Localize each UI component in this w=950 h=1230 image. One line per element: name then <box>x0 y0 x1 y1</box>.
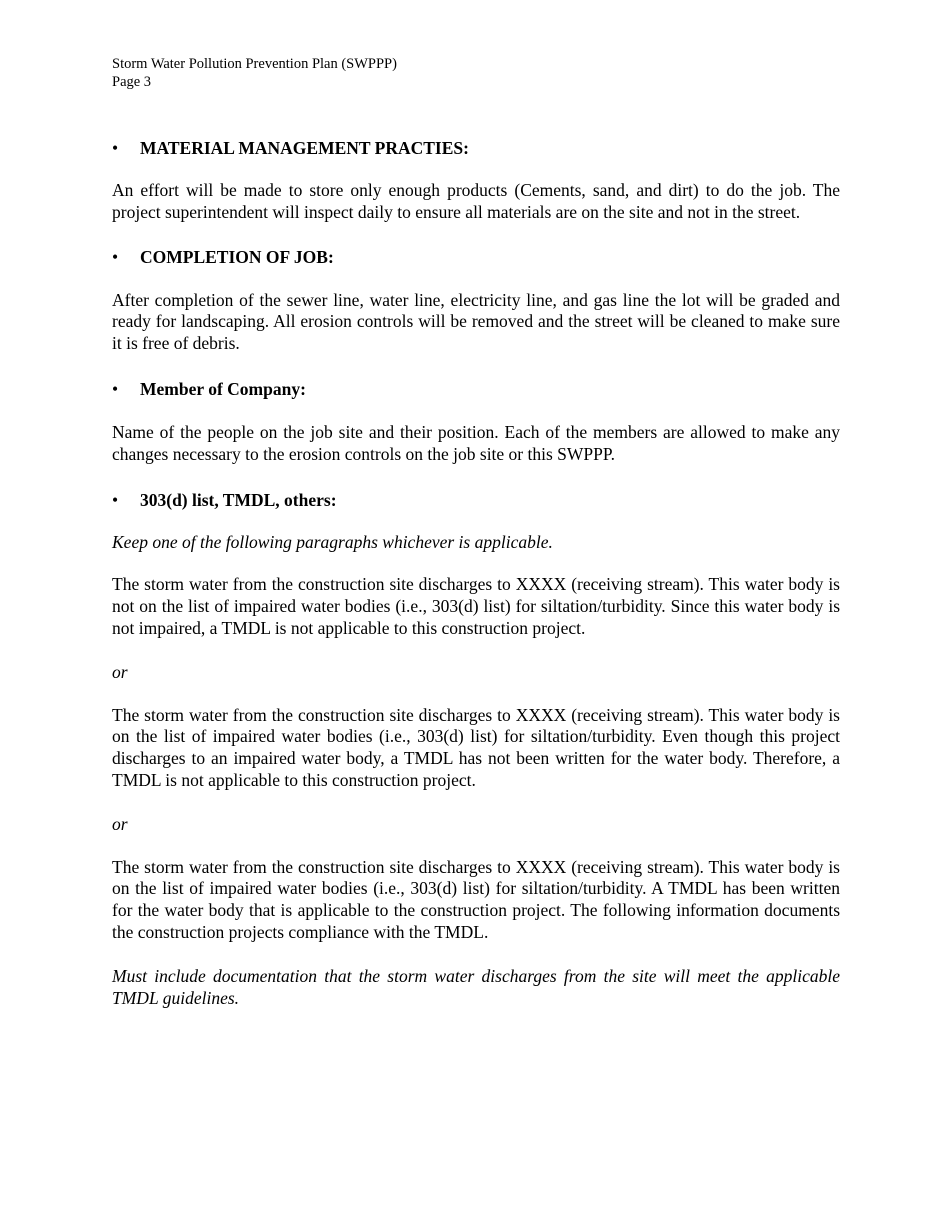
heading-text: COMPLETION OF JOB: <box>140 246 334 267</box>
or-separator: or <box>112 813 128 834</box>
paragraph-option-not-impaired: The storm water from the construction site discharges to XXXX (receiving stream). This water body is not on the list of impaired water bodies (i.e., 303(d) list) for siltation/turbidity. Since this water body is not impaired, a TMDL is not applicable to this construction project. <box>112 574 840 638</box>
heading-material-management <box>112 137 840 159</box>
heading-completion-of-job <box>112 246 840 268</box>
heading-member-of-company <box>112 378 840 400</box>
heading-text: 303(d) list, TMDL, others: <box>140 489 337 510</box>
heading-303d-tmdl <box>112 489 840 511</box>
document-title: Storm Water Pollution Prevention Plan (SWPPP) <box>112 56 397 72</box>
heading-text: MATERIAL MANAGEMENT PRACTIES: <box>140 138 469 158</box>
paragraph-material-management: An effort will be made to store only enough products (Cements, sand, and dirt) to do the job. The project superintendent will inspect daily to ensure all materials are on the site and not in the street. <box>112 180 840 222</box>
or-separator: or <box>112 661 128 682</box>
paragraph-option-impaired-with-tmdl: The storm water from the construction site discharges to XXXX (receiving stream). This water body is on the list of impaired water bodies (i.e., 303(d) list) for siltation/turbidity. A TMDL has been written for the water body that is applicable to the construction project. The following information documents the construction projects compliance with the TMDL. <box>112 856 840 942</box>
bullet-icon: • <box>112 138 119 158</box>
document-page <box>112 55 840 1009</box>
paragraph-member-of-company: Name of the people on the job site and their position. Each of the members are allowed to make any changes necessary to the erosion controls on the job site or this SWPPP. <box>112 421 840 464</box>
note-documentation-required: Must include documentation that the storm water discharges from the site will meet the applicable TMDL guidelines. <box>112 965 840 1008</box>
bullet-icon: • <box>112 489 119 510</box>
bullet-icon: • <box>112 378 119 399</box>
bullet-icon: • <box>112 246 119 267</box>
page-number: Page 3 <box>112 74 152 90</box>
instruction-keep-one: Keep one of the following paragraphs whichever is applicable. <box>112 531 553 552</box>
paragraph-completion-of-job: After completion of the sewer line, water line, electricity line, and gas line the lot will be graded and ready for landscaping. All erosion controls will be removed and the street will be cleaned to make sure it is free of debris. <box>112 289 840 354</box>
paragraph-option-impaired-no-tmdl: The storm water from the construction site discharges to XXXX (receiving stream). This water body is on the list of impaired water bodies (i.e., 303(d) list) for siltation/turbidity. Even though this project discharges to an impaired water body, a TMDL has not been written for the water body. Therefore, a TMDL is not applicable to this construction project. <box>112 704 840 790</box>
heading-text: Member of Company: <box>140 378 306 399</box>
